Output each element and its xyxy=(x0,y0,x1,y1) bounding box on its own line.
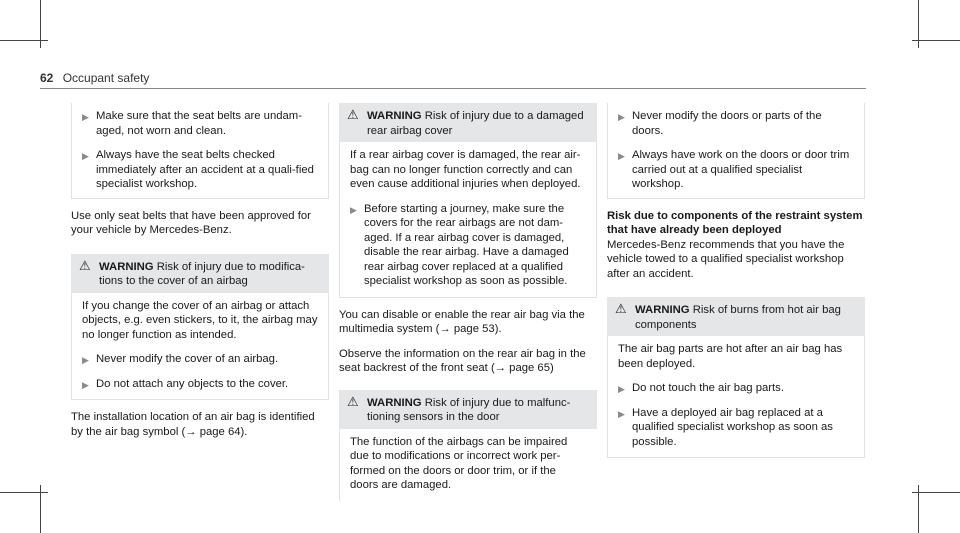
paragraph: Use only seat belts that have been approved for your vehicle by Mercedes-Benz. xyxy=(71,209,311,236)
arrow-right-icon: ▶ xyxy=(618,112,625,122)
warning-triangle-icon: ⚠ xyxy=(347,393,359,409)
list-item: ▶ Do not touch the air bag parts. xyxy=(618,381,854,396)
warning-label: WARNING xyxy=(367,110,422,122)
warning-header xyxy=(339,390,597,429)
list-item: ▶ Before starting a journey, make sure the covers for the rear airbags are not dam-aged. If a rear airbag cover is damaged, disable the rear airbag. Have a damaged rear airbag cover replaced at a qualified specialist workshop as soon as possible. xyxy=(350,202,569,287)
crop-mark xyxy=(0,492,48,493)
paragraph: If a rear airbag cover is damaged, the rear air-bag can no longer function correctly and can even cause additional injuries when deployed. xyxy=(350,149,581,190)
crop-mark xyxy=(912,492,960,493)
warning-box xyxy=(339,390,597,501)
warning-title: Risk of injury due to modifica-tions to the cover of an airbag xyxy=(99,260,305,287)
warning-body xyxy=(339,142,597,298)
warning-label: WARNING xyxy=(635,304,690,316)
warning-body xyxy=(607,336,865,458)
instruction-list xyxy=(607,103,865,199)
page-number: 62 xyxy=(40,71,54,85)
arrow-right-icon: ▶ xyxy=(618,384,625,394)
section-heading: Risk due to components of the restraint system that have already been deployed xyxy=(607,209,863,236)
paragraph: The function of the airbags can be impaired due to modifications or incorrect work per-formed on the doors or door trim, or if the doors are damaged. xyxy=(350,435,568,491)
arrow-right-icon: ▶ xyxy=(82,112,89,122)
warning-box xyxy=(607,297,865,458)
section-title: Occupant safety xyxy=(62,71,150,85)
column-2 xyxy=(339,103,597,511)
instruction-list xyxy=(71,103,329,199)
warning-triangle-icon: ⚠ xyxy=(347,107,359,122)
arrow-right-icon: ▶ xyxy=(82,151,89,161)
warning-label: WARNING xyxy=(99,260,154,273)
arrow-right-icon: ▶ xyxy=(618,408,625,419)
header-divider xyxy=(40,88,866,89)
list-item: ▶ Do not attach any objects to the cover. xyxy=(82,377,318,392)
warning-title: Risk of injury due to a damaged rear airbag cover xyxy=(367,110,584,137)
crop-mark xyxy=(0,40,48,41)
warning-title: Risk of injury due to malfunc-tioning sensors in the door xyxy=(367,396,571,423)
warning-body xyxy=(71,293,329,401)
arrow-right-icon: ▶ xyxy=(350,204,357,215)
arrow-right-icon: ▶ xyxy=(82,379,89,390)
warning-triangle-icon: ⚠ xyxy=(79,257,91,273)
list-item: ▶ Never modify the cover of an airbag. xyxy=(82,352,318,367)
list-item: ▶ Have a deployed air bag replaced at a qualified specialist workshop as soon as possible. xyxy=(618,406,833,448)
warning-header xyxy=(71,254,329,293)
list-item: ▶ Always have the seat belts checked immediately after an accident at a quali-fied specialist workshop. xyxy=(82,149,314,190)
paragraph: Mercedes-Benz recommends that you have the vehicle towed to a qualified specialist workshop after an accident. xyxy=(607,238,845,280)
list-item: ▶ Never modify the doors or parts of the doors. xyxy=(618,110,822,137)
warning-body xyxy=(339,429,597,501)
column-3 xyxy=(607,103,865,468)
warning-box xyxy=(71,254,329,401)
warning-box xyxy=(339,103,597,298)
warning-header xyxy=(607,297,865,336)
warning-triangle-icon: ⚠ xyxy=(615,301,627,316)
warning-label: WARNING xyxy=(367,396,422,409)
paragraph: The air bag parts are hot after an air bag has been deployed. xyxy=(618,343,843,370)
list-item: ▶ Always have work on the doors or door trim carried out at a qualified specialist workshop. xyxy=(618,149,850,190)
warning-title: Risk of burns from hot air bag components xyxy=(635,304,841,331)
paragraph: If you change the cover of an airbag or attach objects, e.g. even stickers, to it, the airbag may no longer function as intended. xyxy=(82,299,318,341)
arrow-right-icon: ▶ xyxy=(82,355,89,365)
arrow-right-icon: ▶ xyxy=(618,151,625,161)
list-item: ▶ Make sure that the seat belts are undam-aged, not worn and clean. xyxy=(82,110,302,137)
paragraph: The installation location of an air bag is identified by the air bag symbol (→ page 64). xyxy=(71,411,315,438)
page-header xyxy=(40,71,149,85)
column-1 xyxy=(71,103,329,449)
warning-header xyxy=(339,103,597,142)
crop-mark xyxy=(912,40,960,41)
paragraph: You can disable or enable the rear air bag via the multimedia system (→ page 53). xyxy=(339,308,585,335)
paragraph: Observe the information on the rear air bag in the seat backrest of the front seat (→ page 65) xyxy=(339,347,586,374)
